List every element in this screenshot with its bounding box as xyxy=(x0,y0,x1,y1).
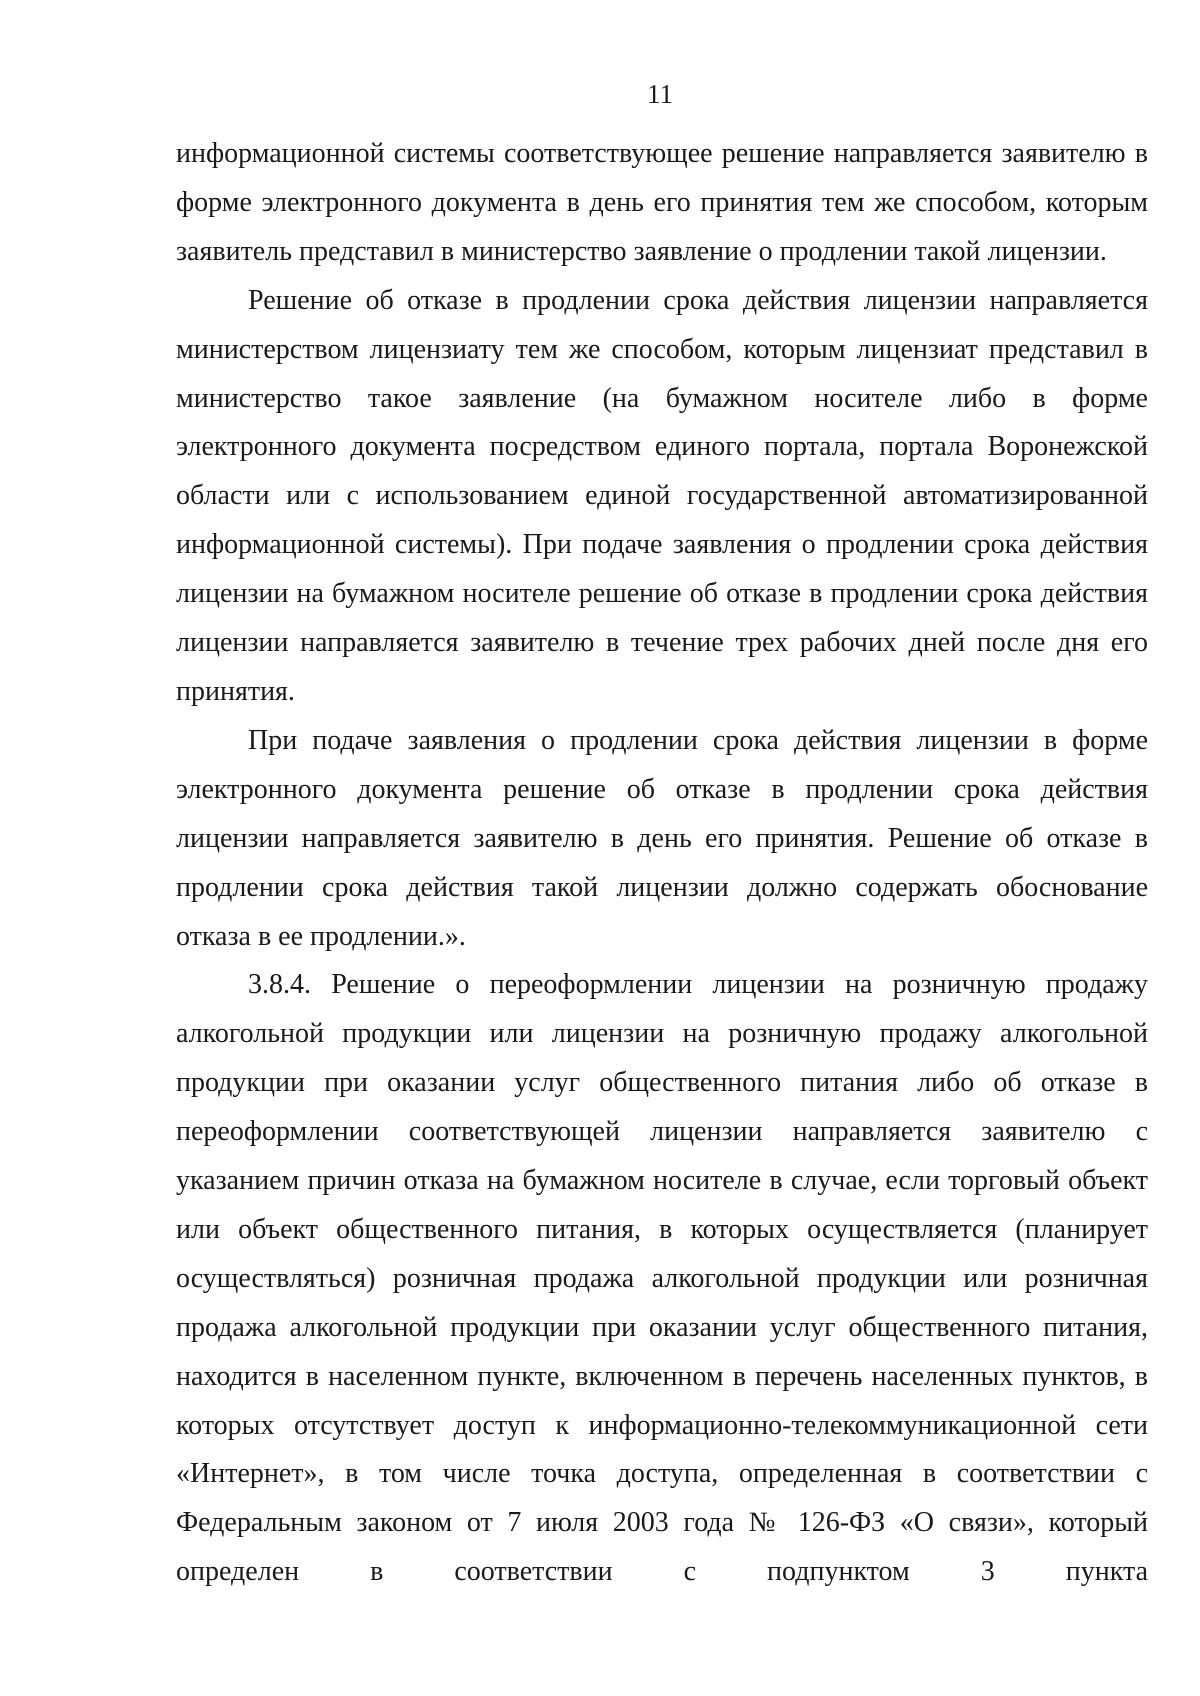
paragraph-3-8-4: 3.8.4. Решение о переоформлении лицензии на розничную продажу алкогольной продукции или лицензии на розничную продажу алкогольной продукции при оказании услуг общественного питания либо об отказе в переоформлении соответствующей лицензии направляется заявителю с указанием причин отказа на бумажном носителе в случае, если торговый объект или объект общественного питания, в которых осуществляется (планирует осуществляться) розничная продажа алкогольной продукции или розничная продажа алкогольной продукции при оказании услуг общественного питания, находится в населенном пункте, включенном в перечень населенных пунктов, в которых отсутствует доступ к информационно-телекоммуникационной сети «Интернет», в том числе точка доступа, определенная в соответствии с Федеральным законом от 7 июля 2003 года № 126-ФЗ «О связи», который определен в соответствии с подпунктом 3 пункта xyxy=(176,969,1148,1588)
page-number: 11 xyxy=(647,79,673,109)
paragraph-continuation: информационной системы соответствующее решение направляется заявителю в форме электронного документа в день его принятия тем же способом, которым заявитель представил в министерство заявление о продлении такой лицензии. xyxy=(176,138,1148,267)
document-body xyxy=(176,130,1148,1597)
paragraph-refusal-method: Решение об отказе в продлении срока действия лицензии направляется министерством лицензиату тем же способом, которым лицензиат представил в министерство такое заявление (на бумажном носителе либо в форме электронного документа посредством единого портала, портала Воронежской области или с использованием единой государственной автоматизированной информационной системы). При подаче заявления о продлении срока действия лицензии на бумажном носителе решение об отказе в продлении срока действия лицензии направляется заявителю в течение трех рабочих дней после дня его принятия. xyxy=(176,284,1148,707)
paragraph-electronic-refusal: При подаче заявления о продлении срока действия лицензии в форме электронного документа решение об отказе в продлении срока действия лицензии направляется заявителю в день его принятия. Решение об отказе в продлении срока действия такой лицензии должно содержать обоснование отказа в ее продлении.». xyxy=(176,724,1148,952)
